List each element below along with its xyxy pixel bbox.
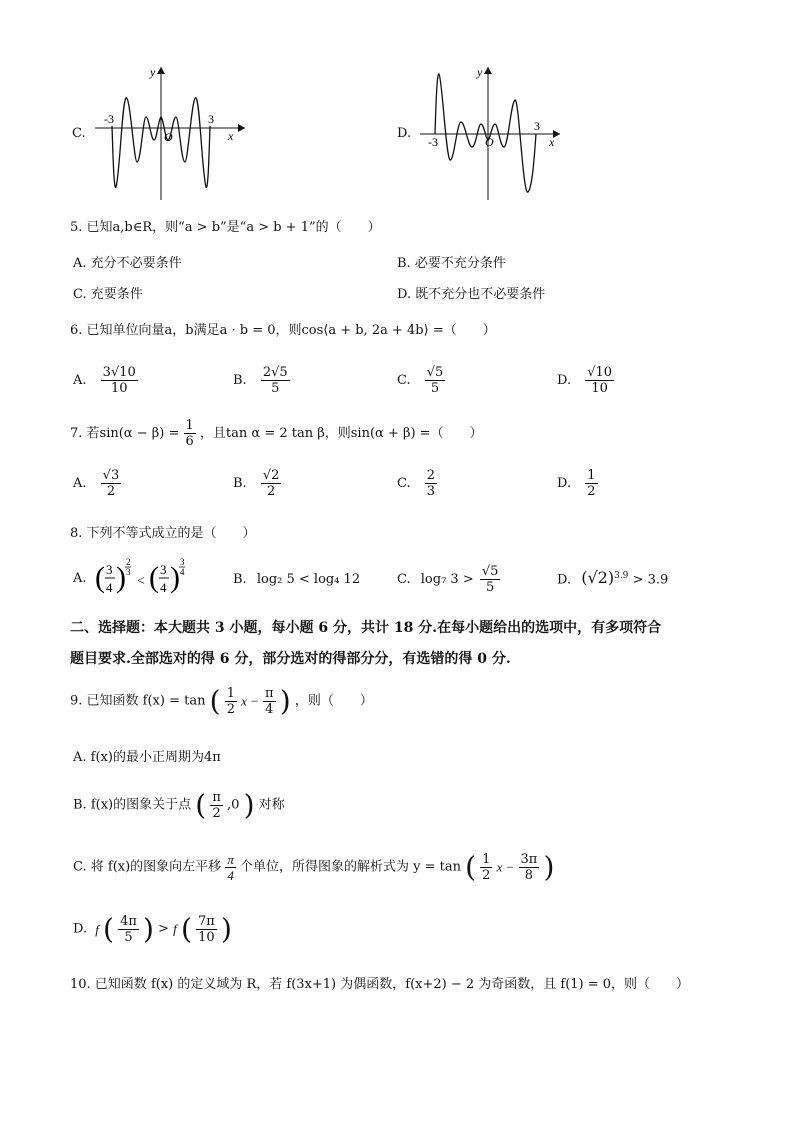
section2-line1: 二、选择题：本大题共 3 小题，每小题 6 分，共计 18 分.在每小题给出的选项中，有多项符合 — [70, 620, 662, 636]
svg-text:3: 3 — [105, 562, 113, 577]
q9-option-d-paren2-open: ( — [180, 912, 192, 946]
q6-option-a[interactable] — [73, 365, 138, 396]
graph-d-x-label: x — [549, 135, 555, 149]
q9-option-d-frac-2: $\frac{7\pi}{10}$ — [198, 914, 215, 945]
q5-option-c[interactable]: C. 充要条件 — [73, 287, 143, 302]
q7-stem-pre: 7. 若sin(α − β) = — [70, 426, 180, 441]
q6-option-d[interactable] — [557, 365, 614, 396]
q8-option-a-label: A. — [73, 571, 87, 586]
q8-option-a-formula — [93, 556, 213, 602]
q9-option-a[interactable]: A. f(x)的最小正周期为4π — [73, 750, 221, 765]
q7-stem-post: ，且tan α = 2 tan β，则sin(α + β) =（ ） — [199, 426, 483, 441]
q7-option-d-fraction — [585, 468, 597, 499]
q8-option-d-base: (√2) — [581, 568, 615, 588]
q6-option-c-den: 5 — [430, 381, 440, 396]
q9-option-d-frac-1: $\frac{4\pi}{5}$ — [120, 914, 137, 945]
q6-option-c-label: C. — [397, 373, 411, 388]
graph-c-plot — [90, 62, 250, 207]
q5-option-d[interactable]: D. 既不充分也不必要条件 — [397, 287, 546, 302]
q7-option-d-label: D. — [557, 476, 572, 491]
q7-option-b-label: B. — [233, 476, 247, 491]
q9-option-d[interactable] — [73, 914, 232, 945]
q9-option-c-pre: C. 将 f(x)的图象向左平移 — [73, 859, 222, 875]
q7-stem-num: 1 — [185, 418, 194, 433]
q8-option-c[interactable] — [397, 564, 500, 595]
q6-option-b-den: 5 — [271, 381, 280, 396]
graph-c-origin: O — [164, 130, 173, 144]
q9-option-b-zero: ,0 — [227, 797, 240, 813]
q6-option-d-num: √10 — [587, 365, 613, 380]
q10-stem: 10. 已知函数 f(x) 的定义域为 R，若 f(3x+1) 为偶函数，f(x+2) − 2 为奇函数，且 f(1) = 0，则（ ） — [70, 977, 690, 992]
q9-option-b[interactable] — [73, 790, 285, 821]
svg-text:4: 4 — [105, 580, 113, 595]
svg-text:3: 3 — [125, 567, 131, 577]
q9-option-d-gt: > — [158, 921, 170, 937]
q8-option-c-text: log₇ 3 > — [420, 572, 474, 587]
q7-option-c-den: 3 — [426, 484, 436, 499]
q9-option-c-paren-open: ( — [465, 850, 477, 884]
svg-text:(: ( — [94, 561, 105, 594]
q9-option-b-paren-close: ) — [243, 788, 255, 822]
graph-d-plot — [415, 62, 575, 207]
svg-text:(: ( — [148, 561, 159, 594]
q7-stem-fraction — [184, 418, 196, 449]
q9-option-d-paren1-close: ) — [143, 912, 154, 946]
svg-text:4: 4 — [179, 567, 185, 577]
q9-option-c-mid: 个单位，所得图象的解析式为 y = tan — [239, 859, 461, 875]
q8-option-b-text: log₂ 5 < log₄ 12 — [256, 572, 361, 587]
svg-text:<: < — [136, 574, 145, 589]
q9-option-b-paren-open: ( — [195, 788, 207, 822]
q7-stem-den: 6 — [185, 434, 194, 449]
svg-text:3: 3 — [179, 557, 185, 567]
q9-option-c-frac-1: $\frac{1}{2}$ — [482, 852, 491, 883]
graph-c — [70, 62, 250, 207]
q9-stem-pre: 9. 已知函数 f(x) = tan — [70, 693, 206, 709]
q8-option-b-label: B. — [233, 572, 247, 587]
q6-option-d-den: 10 — [591, 381, 608, 396]
q7-option-b-fraction — [261, 468, 282, 499]
q7-option-b-num: √2 — [262, 468, 280, 483]
svg-text:2: 2 — [125, 557, 131, 567]
q9-paren-close: ) — [279, 684, 291, 718]
graph-d-origin: O — [485, 135, 494, 149]
q6-stem: 6. 已知单位向量a，b满足a · b = 0，则cos⟨a + b, 2a + 4b⟩ =（ ） — [70, 323, 496, 338]
q5-stem: 5. 已知a,b∈R，则“a > b”是“a > b + 1”的（ ） — [70, 220, 381, 235]
q8-option-a[interactable] — [73, 556, 213, 602]
q6-option-d-label: D. — [557, 373, 572, 388]
graph-c-y-label: y — [150, 65, 156, 79]
section2-line2: 题目要求.全部选对的得 6 分，部分选对的得部分分，有选错的得 0 分. — [70, 651, 511, 667]
q6-option-c-fraction — [425, 365, 446, 396]
q9-option-c[interactable] — [73, 852, 554, 883]
q9-option-d-paren1-open: ( — [103, 912, 114, 946]
graph-c-right-tick: 3 — [208, 112, 214, 126]
q8-option-d-exp: 3.9 — [614, 571, 629, 581]
q6-option-a-num: 3√10 — [102, 365, 136, 380]
q9-option-c-frac-2: $\frac{3\pi}{8}$ — [520, 852, 538, 883]
q7-option-b[interactable] — [233, 468, 281, 499]
q7-option-a[interactable] — [73, 468, 121, 499]
q9-paren-open: ( — [209, 684, 221, 718]
q6-option-a-den: 10 — [110, 381, 128, 396]
q6-option-a-label: A. — [73, 373, 87, 388]
q7-option-a-fraction — [101, 468, 122, 499]
graph-d-label: D. — [397, 126, 412, 141]
q8-option-c-num: √5 — [481, 564, 499, 579]
q9-option-d-f1: f — [95, 921, 99, 937]
q6-option-b[interactable] — [233, 365, 290, 396]
q7-option-a-den: 2 — [106, 484, 116, 499]
q6-option-b-num: 2√5 — [262, 365, 288, 380]
q6-option-c-num: √5 — [426, 365, 444, 380]
q6-option-b-label: B. — [233, 373, 247, 388]
q8-stem: 8. 下列不等式成立的是（ ） — [70, 526, 256, 541]
q9-option-d-f2: f — [173, 921, 177, 937]
svg-text:3: 3 — [159, 562, 167, 577]
q7-option-c[interactable] — [397, 468, 437, 499]
q9-var-x: x − — [241, 693, 259, 709]
graph-d-y-label: y — [477, 65, 483, 79]
q9-stem-post: ，则（ ） — [294, 693, 373, 709]
q8-option-d[interactable] — [557, 568, 668, 588]
q8-option-d-text: > 3.9 — [632, 572, 669, 588]
graph-c-left-tick: -3 — [104, 112, 114, 126]
q9-option-c-paren-close: ) — [543, 850, 555, 884]
q7-option-d-den: 2 — [587, 484, 596, 499]
q7-option-a-num: √3 — [102, 468, 120, 483]
q7-option-a-label: A. — [73, 476, 87, 491]
graph-d-left-tick: -3 — [428, 135, 438, 149]
q5-option-b[interactable]: B. 必要不充分条件 — [397, 256, 506, 271]
q9-option-d-paren2-close: ) — [220, 912, 232, 946]
svg-text:): ) — [115, 561, 126, 594]
svg-text:4: 4 — [159, 580, 167, 595]
q6-option-d-fraction — [585, 365, 614, 396]
q8-option-c-label: C. — [397, 572, 411, 587]
graph-c-label: C. — [72, 126, 86, 141]
q7-option-b-den: 2 — [266, 484, 276, 499]
q5-option-a[interactable]: A. 充分不必要条件 — [73, 256, 182, 271]
graph-d — [395, 62, 575, 207]
q6-option-c[interactable] — [397, 365, 445, 396]
q9-option-b-pre: B. f(x)的图象关于点 — [73, 797, 192, 813]
q9-frac-2: $\frac{\pi}{4}$ — [265, 686, 274, 717]
q7-option-c-label: C. — [397, 476, 411, 491]
q7-option-d-num: 1 — [587, 468, 596, 483]
q7-stem — [70, 418, 483, 449]
q9-option-c-shift: $\frac{\pi}{4}$ — [227, 852, 234, 883]
q9-stem — [70, 686, 373, 717]
q8-option-c-den: 5 — [486, 580, 495, 595]
q9-frac-1: $\frac{1}{2}$ — [226, 686, 235, 717]
q9-option-c-var: x − — [496, 859, 515, 875]
q8-option-d-label: D. — [557, 572, 572, 588]
graph-c-x-label: x — [228, 129, 234, 143]
q7-option-d[interactable] — [557, 468, 598, 499]
q7-option-c-fraction — [425, 468, 437, 499]
q6-option-a-fraction — [101, 365, 138, 396]
q8-option-b[interactable] — [233, 572, 360, 588]
svg-text:): ) — [169, 561, 180, 594]
q9-option-b-frac: $\frac{\pi}{2}$ — [212, 790, 221, 821]
q9-option-b-post: 对称 — [258, 797, 285, 813]
q8-option-c-fraction — [480, 564, 501, 595]
q6-option-b-fraction — [261, 365, 290, 396]
q7-option-c-num: 2 — [426, 468, 436, 483]
q9-option-d-label: D. — [73, 921, 88, 937]
graph-d-right-tick: 3 — [534, 119, 540, 133]
